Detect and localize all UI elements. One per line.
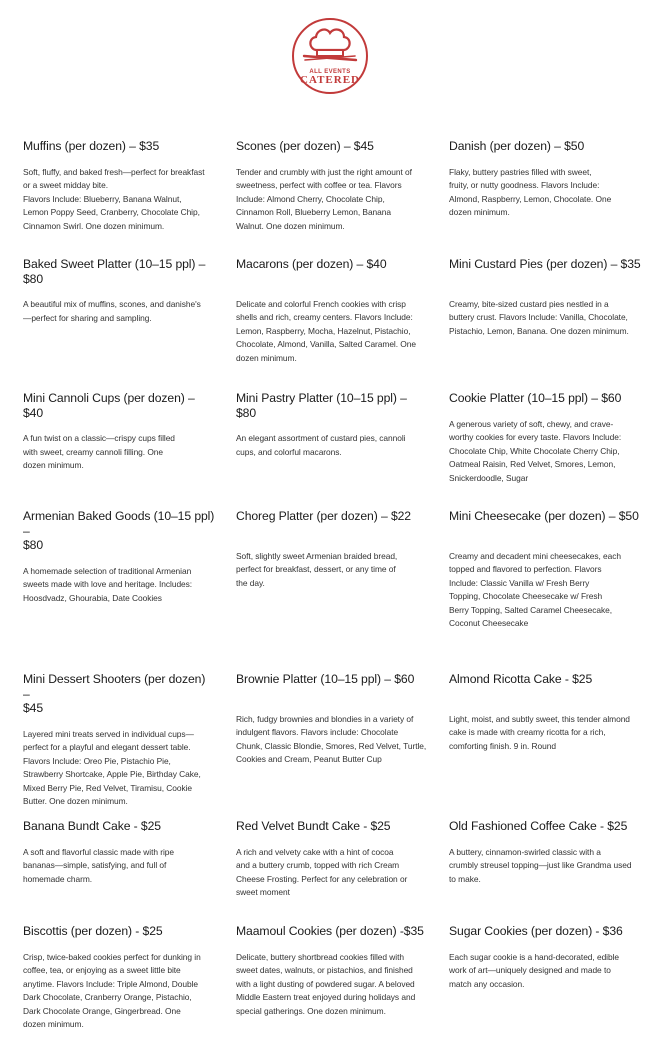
menu-item-biscottis: [23, 924, 215, 1032]
item-title: Baked Sweet Platter (10–15 ppl) – $80: [23, 257, 206, 286]
item-description: Tender and crumbly with just the right amount of sweetness, perfect with coffee or tea. Flavors Include: Almond Cherry, Chocolate Chip, Cinnamon Roll, Blueberry Lemon, Banana Walnut. One dozen minimum.: [236, 166, 412, 231]
item-title: Red Velvet Bundt Cake - $25: [236, 819, 391, 833]
item-description: Delicate and colorful French cookies with crisp shells and rich, creamy centers. Flavors Include: Lemon, Raspberry, Mocha, Hazelnut, Pistachio, Chocolate, Almond, Vanilla, Salted Caramel. One dozen minimum.: [236, 298, 416, 363]
menu-item-mini-pastry-platter: [236, 391, 428, 459]
menu-item-maamoul-cookies: [236, 924, 428, 1018]
item-title: Sugar Cookies (per dozen) - $36: [449, 924, 623, 938]
item-title: Mini Dessert Shooters (per dozen) – $45: [23, 672, 206, 715]
item-title: Biscottis (per dozen) - $25: [23, 924, 163, 938]
item-title: Armenian Baked Goods (10–15 ppl) – $80: [23, 509, 215, 552]
item-description: Delicate, buttery shortbread cookies filled with sweet dates, walnuts, or pistachios, and finished with a light dusting of powdered sugar. A beloved Middle Eastern treat enjoyed during holidays and special gatherings. One dozen minimum.: [236, 951, 416, 1016]
item-title: Maamoul Cookies (per dozen) -$35: [236, 924, 424, 938]
item-title: Muffins (per dozen) – $35: [23, 139, 160, 153]
menu-item-mini-dessert-shooters: [23, 672, 215, 809]
menu-item-mini-cheesecake: [449, 509, 641, 631]
logo-top-text: ALL EVENTS: [309, 69, 351, 75]
logo-bottom-text: CATERED: [300, 74, 360, 86]
item-description: A beautiful mix of muffins, scones, and danishe's —perfect for sharing and sampling.: [23, 299, 201, 323]
item-title: Danish (per dozen) – $50: [449, 139, 585, 153]
item-description: Each sugar cookie is a hand-decorated, edible work of art—uniquely designed and made to match any occasion.: [449, 951, 620, 989]
item-description: Rich, fudgy brownies and blondies in a variety of indulgent flavors. Flavors include: Chocolate Chunk, Classic Blondie, Smores, Red Velvet, Turtle, Cookies and Cream, Peanut Butter Cup: [236, 713, 427, 764]
menu-item-baked-sweet-platter: [23, 257, 215, 325]
item-description: An elegant assortment of custard pies, cannoli cups, and colorful macarons.: [236, 433, 406, 457]
catering-logo: [289, 16, 371, 96]
item-description: Creamy and decadent mini cheesecakes, each topped and flavored to perfection. Flavors Include: Classic Vanilla w/ Fresh Berry Topping, Chocolate Cheesecake w/ Fresh Berry Topping, Salted Caramel Cheesecake, Coconut Cheesecake: [449, 550, 622, 628]
item-title: Mini Cheesecake (per dozen) – $50: [449, 509, 639, 523]
item-description: Soft, slightly sweet Armenian braided bread, perfect for breakfast, dessert, or any time of the day.: [236, 550, 398, 588]
menu-item-cookie-platter: [449, 391, 641, 485]
menu-item-armenian-baked-goods: [23, 509, 215, 605]
item-description: Creamy, bite-sized custard pies nestled in a buttery crust. Flavors Include: Vanilla, Chocolate, Pistachio, Lemon, Banana. One dozen minimum.: [449, 298, 629, 336]
menu-item-choreg-platter: [236, 509, 428, 590]
item-description: A homemade selection of traditional Armenian sweets made with love and heritage. Includes: Hoosdvadz, Ghourabia, Date Cookies: [23, 565, 193, 603]
item-title: Cookie Platter (10–15 ppl) – $60: [449, 391, 622, 405]
item-title: Macarons (per dozen) – $40: [236, 257, 387, 271]
item-title: Brownie Platter (10–15 ppl) – $60: [236, 672, 415, 686]
item-description: A soft and flavorful classic made with ripe bananas—simple, satisfying, and full of homemade charm.: [23, 846, 174, 884]
item-title: Banana Bundt Cake - $25: [23, 819, 161, 833]
menu-item-mini-custard-pies: [449, 257, 641, 338]
menu-item-danish: [449, 139, 641, 220]
menu-item-macarons: [236, 257, 428, 365]
item-description: Soft, fluffy, and baked fresh—perfect for breakfast or a sweet midday bite. Flavors Include: Blueberry, Banana Walnut, Lemon Poppy Seed, Cranberry, Chocolate Chip, Cinnamon Swirl. One dozen minimum.: [23, 166, 205, 231]
menu-item-muffins: [23, 139, 215, 233]
item-description: A buttery, cinnamon-swirled classic with a crumbly streusel topping—just like Grandma used to make.: [449, 846, 632, 884]
item-description: Light, moist, and subtly sweet, this tender almond cake is made with creamy ricotta for a rich, comforting finish. 9 in. Round: [449, 713, 630, 751]
item-title: Mini Cannoli Cups (per dozen) – $40: [23, 391, 195, 420]
menu-item-brownie-platter: [236, 672, 428, 767]
menu-item-old-fashioned-coffee-cake: [449, 819, 641, 886]
item-title: Mini Custard Pies (per dozen) – $35: [449, 257, 641, 271]
item-description: Layered mini treats served in individual cups— perfect for a playful and elegant dessert table. Flavors Include: Oreo Pie, Pistachio Pie, Strawberry Shortcake, Apple Pie, Birthday Cake, Mixed Berry Pie, Red Velvet, Tiramisu, Cookie Butter. One dozen minimum.: [23, 728, 201, 806]
menu-item-almond-ricotta-cake: [449, 672, 641, 753]
item-title: Choreg Platter (per dozen) – $22: [236, 509, 411, 523]
menu-item-mini-cannoli-cups: [23, 391, 215, 473]
item-description: A rich and velvety cake with a hint of cocoa and a buttery crumb, topped with rich Cream Cheese Frosting. Perfect for any celebration or sweet moment: [236, 846, 408, 897]
item-title: Mini Pastry Platter (10–15 ppl) – $80: [236, 391, 407, 420]
item-description: A generous variety of soft, chewy, and crave- worthy cookies for every taste. Flavors Include: Chocolate Chip, White Chocolate Cherry Chip, Oatmeal Raisin, Red Velvet, Smores, Lemon, Snickerdoodle, Sugar: [449, 418, 622, 483]
menu-item-banana-bundt-cake: [23, 819, 215, 886]
item-description: Crisp, twice-baked cookies perfect for dunking in coffee, tea, or enjoying as a sweet little bite anytime. Flavors Include: Triple Almond, Double Dark Chocolate, Cranberry Orange, Pistachio, Dark Chocolate Orange, Gingerbread. One dozen minimum.: [23, 951, 201, 1029]
menu-item-red-velvet-bundt-cake: [236, 819, 428, 900]
item-description: Flaky, buttery pastries filled with sweet, fruity, or nutty goodness. Flavors Include: Almond, Raspberry, Lemon, Chocolate. One dozen minimum.: [449, 166, 612, 217]
menu-item-scones: [236, 139, 428, 233]
item-title: Scones (per dozen) – $45: [236, 139, 374, 153]
item-title: Old Fashioned Coffee Cake - $25: [449, 819, 628, 833]
item-title: Almond Ricotta Cake - $25: [449, 672, 593, 686]
menu-item-sugar-cookies: [449, 924, 641, 991]
item-description: A fun twist on a classic—crispy cups filled with sweet, creamy cannoli filling. One dozen minimum.: [23, 433, 175, 470]
